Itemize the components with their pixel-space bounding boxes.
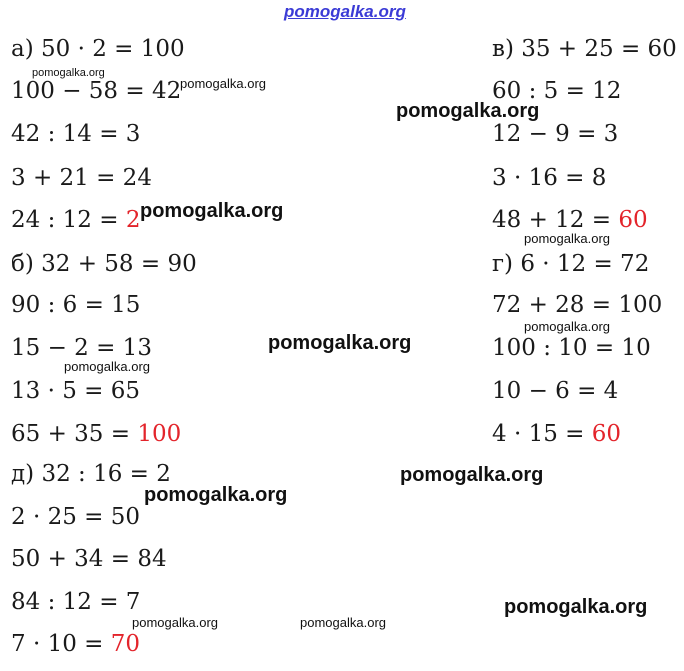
equation-line: 90 : 6 = 15 [11, 292, 141, 318]
equation-line: 24 : 12 = 2 [11, 207, 141, 233]
watermark: pomogalka.org [400, 464, 544, 486]
equation-line: 65 + 35 = 100 [11, 421, 182, 447]
equation-line: в) 35 + 25 = 60 [492, 36, 677, 62]
watermark-top: pomogalka.org [284, 2, 406, 21]
watermark: pomogalka.org [300, 615, 386, 630]
equation-line: 50 + 34 = 84 [11, 546, 167, 572]
watermark: pomogalka.org [524, 319, 610, 334]
watermark: pomogalka.org [64, 359, 150, 374]
equation-line: 15 − 2 = 13 [11, 335, 152, 361]
watermark: pomogalka.org [32, 67, 105, 79]
equation-line: 12 − 9 = 3 [492, 121, 619, 147]
equation-line: 3 + 21 = 24 [11, 165, 152, 191]
equation-line: 100 − 58 = 42 [11, 78, 182, 104]
equation-line: 84 : 12 = 7 [11, 589, 141, 615]
equation-line: 10 − 6 = 4 [492, 378, 619, 404]
watermark: pomogalka.org [504, 596, 648, 618]
equation-line: б) 32 + 58 = 90 [11, 251, 197, 277]
equation-line: д) 32 : 16 = 2 [11, 461, 171, 487]
watermark: pomogalka.org [180, 76, 266, 91]
equation-line: 2 · 25 = 50 [11, 504, 140, 530]
watermark: pomogalka.org [132, 615, 218, 630]
equation-line: 3 · 16 = 8 [492, 165, 607, 191]
equation-line: 72 + 28 = 100 [492, 292, 663, 318]
watermark: pomogalka.org [268, 332, 412, 354]
equation-line: 4 · 15 = 60 [492, 421, 622, 447]
watermark: pomogalka.org [396, 100, 540, 122]
equation-line: 60 : 5 = 12 [492, 78, 622, 104]
equation-line: 7 · 10 = 70 [11, 631, 141, 657]
equation-line: 13 · 5 = 65 [11, 378, 140, 404]
watermark: pomogalka.org [140, 200, 284, 222]
equation-line: г) 6 · 12 = 72 [492, 251, 650, 277]
watermark: pomogalka.org [524, 231, 610, 246]
watermark: pomogalka.org [144, 484, 288, 506]
equation-line: 100 : 10 = 10 [492, 335, 651, 361]
equation-line: 42 : 14 = 3 [11, 121, 141, 147]
equation-line: 48 + 12 = 60 [492, 207, 648, 233]
equation-line: а) 50 · 2 = 100 [11, 36, 185, 62]
